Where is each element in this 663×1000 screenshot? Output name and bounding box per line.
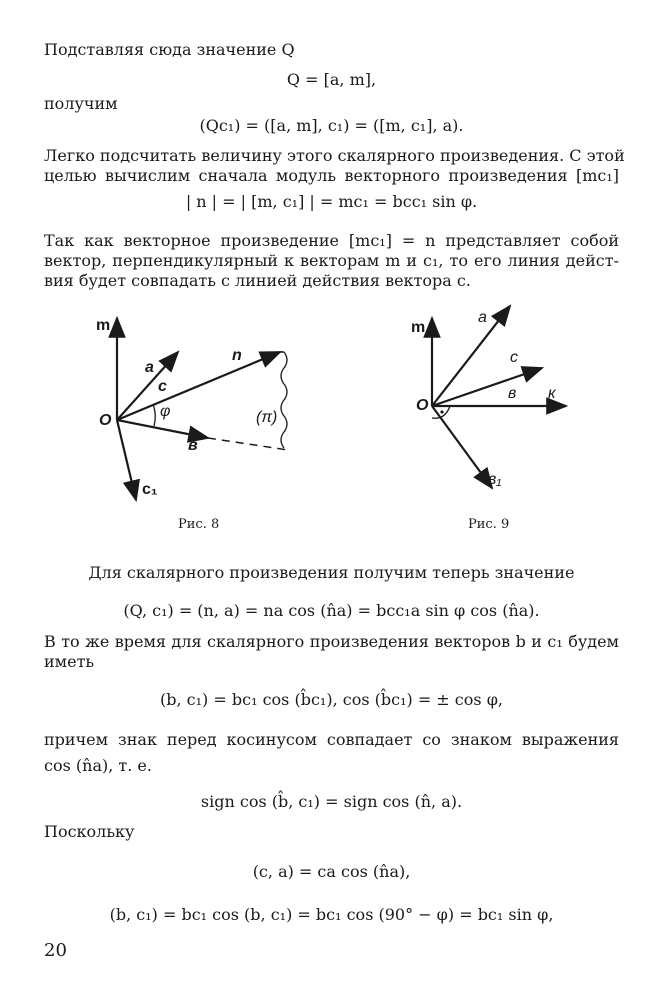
- fig8-label-origin: O: [99, 412, 112, 429]
- fig9-caption: Рис. 9: [468, 517, 510, 532]
- paragraph-line: cos (n̂a), т. е.: [44, 756, 152, 775]
- fig8-label-b: в: [188, 437, 198, 454]
- wavy-boundary: [281, 352, 287, 448]
- dashed-line: [208, 438, 288, 450]
- vector-c: [432, 368, 542, 406]
- fig9-label-origin: O: [416, 397, 429, 414]
- paragraph-line: Так как векторное произведение [mc₁] = n представляет собой: [44, 231, 619, 250]
- formula: (c, a) = ca cos (n̂a),: [252, 862, 411, 881]
- paragraph-line: Для скалярного произведения получим теперь значение: [88, 563, 575, 582]
- vector-b: [117, 420, 208, 438]
- fig9-label-m: m: [411, 319, 426, 336]
- paragraph-line: получим: [44, 94, 118, 113]
- paragraph-line: вектор, перпендикулярный к векторам m и c₁, то его линия дейст-: [44, 251, 619, 270]
- right-angle-dot: [440, 410, 443, 413]
- fig8-label-m: m: [96, 317, 111, 334]
- vector-b1: [432, 406, 492, 488]
- paragraph-line: В то же время для скалярного произведения векторов b и c₁ будем: [44, 632, 619, 651]
- fig8-label-c: c: [158, 378, 167, 395]
- paragraph-line: Подставляя сюда значение Q: [44, 40, 295, 59]
- paragraph-line: целью вычислим сначала модуль векторного произведения [mc₁]: [44, 166, 619, 185]
- vector-a: [432, 306, 510, 406]
- fig9-label-c: c: [510, 349, 518, 366]
- paragraph-line: Легко подсчитать величину этого скалярного произведения. С этой: [44, 146, 625, 165]
- fig8-label-c1: c₁: [142, 481, 158, 498]
- fig8-caption: Рис. 8: [178, 517, 220, 532]
- paragraph-line: Поскольку: [44, 822, 135, 841]
- fig9-label-b1: в₁: [488, 471, 502, 488]
- paragraph-line: вия будет совпадать с линией действия вектора c.: [44, 271, 471, 290]
- fig9-label-k: к: [548, 385, 556, 402]
- fig9-label-b: в: [508, 385, 517, 402]
- page-number: 20: [44, 940, 67, 961]
- formula: | n | = | [m, c₁] | = mc₁ = bcc₁ sin φ.: [185, 192, 478, 211]
- fig9-label-a: a: [478, 309, 487, 326]
- formula: (Q, c₁) = (n, a) = na cos (n̂a) = bcc₁a sin φ cos (n̂a).: [123, 601, 540, 620]
- paragraph-line: причем знак перед косинусом совпадает со знаком выражения: [44, 730, 619, 749]
- angle-arc: [153, 404, 155, 426]
- formula: (b, c₁) = bc₁ cos (b̂c₁), cos (b̂c₁) = ± cos φ,: [160, 690, 503, 709]
- paragraph-line: иметь: [44, 652, 95, 671]
- fig8-label-a: a: [145, 359, 154, 376]
- formula: (b, c₁) = bc₁ cos (b, c₁) = bc₁ cos (90° − φ) = bc₁ sin φ,: [109, 905, 554, 924]
- fig8-label-n: n: [232, 347, 242, 364]
- figure-9: [432, 306, 566, 488]
- formula: (Qc₁) = ([a, m], c₁) = ([m, c₁], a).: [199, 116, 464, 135]
- vector-c1: [117, 420, 136, 500]
- formula: Q = [a, m],: [286, 70, 377, 89]
- fig8-label-pi: (π): [256, 409, 278, 426]
- fig8-label-phi: φ: [160, 403, 171, 420]
- formula: sign cos (b̂, c₁) = sign cos (n̂, a).: [200, 792, 463, 811]
